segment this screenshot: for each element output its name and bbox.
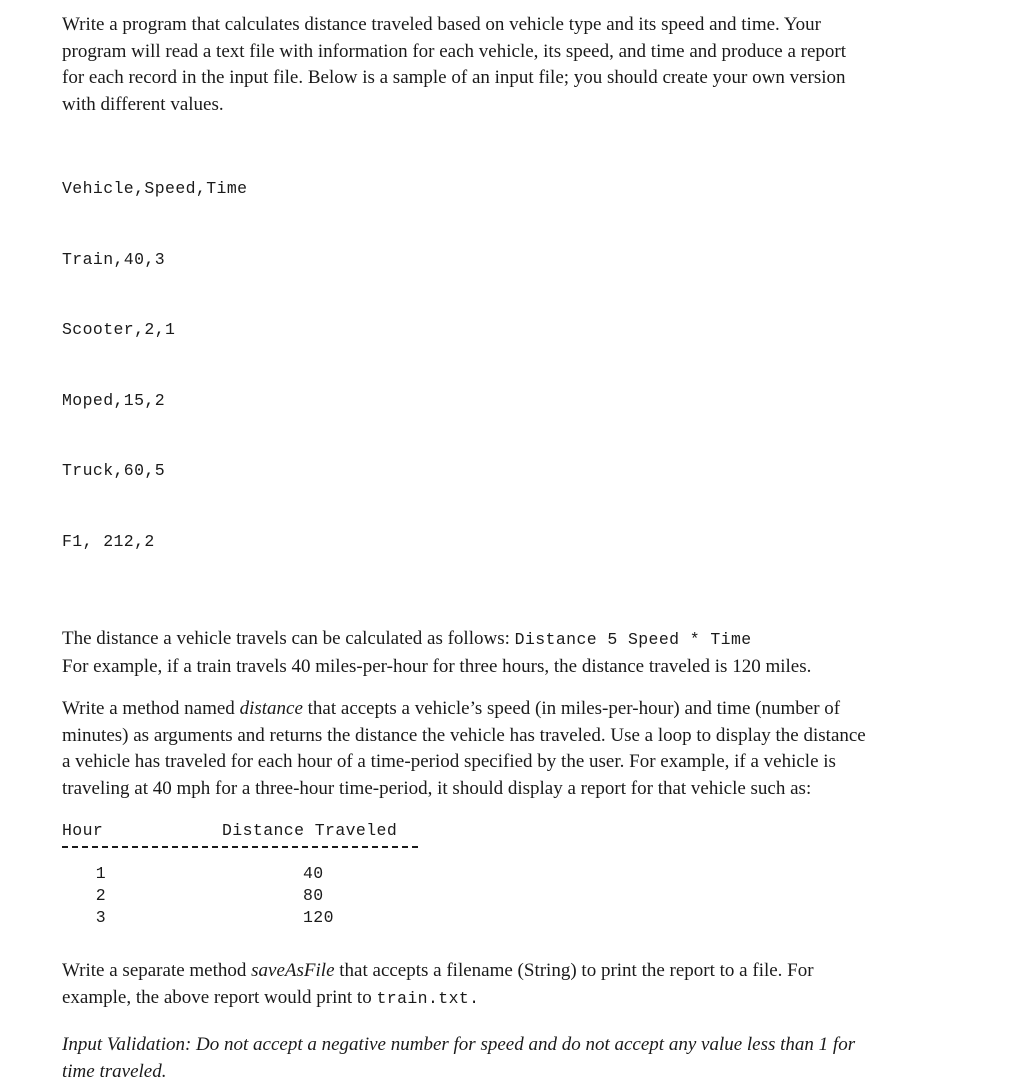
- report-header-hour: Hour: [62, 821, 104, 840]
- report-header-distance: Distance Traveled: [222, 821, 398, 840]
- input-line: F1, 212,2: [62, 531, 155, 551]
- input-line: Vehicle,Speed,Time: [62, 179, 248, 198]
- method-line-1-post: that accepts a vehicle’s speed (in miles-per-hour) and time (number of: [302, 698, 841, 719]
- intro-line-3: for each record in the input file. Below is a sample of an input file; you should create your own version: [62, 67, 846, 88]
- save-line-1-pre: Write a separate method: [62, 960, 252, 981]
- report-row: [62, 883, 362, 905]
- save-paragraph: [62, 958, 962, 1012]
- formula-code: Distance 5 Speed * Time: [514, 630, 752, 649]
- method-line-1-pre: Write a method named: [62, 698, 240, 719]
- report-hour: 3: [95, 908, 106, 927]
- assignment-document: [62, 12, 962, 1085]
- sample-report: [62, 818, 422, 930]
- intro-line-4: with different values.: [62, 93, 224, 115]
- input-line: Train,40,3: [62, 249, 166, 269]
- method-name: distance: [239, 698, 303, 719]
- intro-paragraph: [62, 12, 962, 118]
- report-distance: 80: [303, 886, 324, 905]
- method-line-2: minutes) as arguments and returns the distance the vehicle has traveled. Use a loop to display the distance: [62, 724, 866, 746]
- method-line-3: a vehicle has traveled for each hour of a time-period specified by the user. For example, if a vehicle is: [62, 751, 836, 772]
- formula-paragraph: [62, 626, 962, 680]
- report-hour: 2: [95, 886, 106, 905]
- sample-input-file: [62, 130, 962, 600]
- report-hour: 1: [95, 864, 106, 883]
- validation-paragraph: [62, 1032, 962, 1085]
- save-line-1-post: that accepts a filename (String) to print the report to a file. For: [334, 960, 814, 981]
- report-row: [62, 905, 362, 927]
- method-paragraph: [62, 696, 962, 802]
- input-line: Scooter,2,1: [62, 320, 176, 339]
- intro-line-2: program will read a text file with information for each vehicle, its speed, and time and produce a report: [62, 40, 846, 62]
- save-line-2-pre: example, the above report would print to: [62, 986, 377, 1008]
- save-filename: train.txt.: [376, 988, 480, 1008]
- report-distance: 40: [303, 864, 324, 883]
- validation-line-1: Input Validation: Do not accept a negative number for speed and do not accept any value less than 1 for: [62, 1034, 856, 1055]
- input-line: Truck,60,5: [62, 461, 166, 480]
- save-method-name: saveAsFile: [251, 960, 335, 981]
- report-dashed-rule: [62, 836, 418, 848]
- report-row: [62, 861, 362, 883]
- intro-line-1: Write a program that calculates distance traveled based on vehicle type and its speed and time. Your: [62, 14, 821, 35]
- report-distance: 120: [303, 908, 334, 927]
- formula-text: The distance a vehicle travels can be calculated as follows:: [62, 628, 515, 649]
- method-line-4: traveling at 40 mph for a three-hour time-period, it should display a report for that vehicle such as:: [62, 777, 812, 799]
- formula-example: For example, if a train travels 40 miles-per-hour for three hours, the distance traveled is 120 miles.: [62, 655, 812, 677]
- validation-line-2: time traveled.: [62, 1060, 167, 1082]
- input-line: Moped,15,2: [62, 390, 166, 410]
